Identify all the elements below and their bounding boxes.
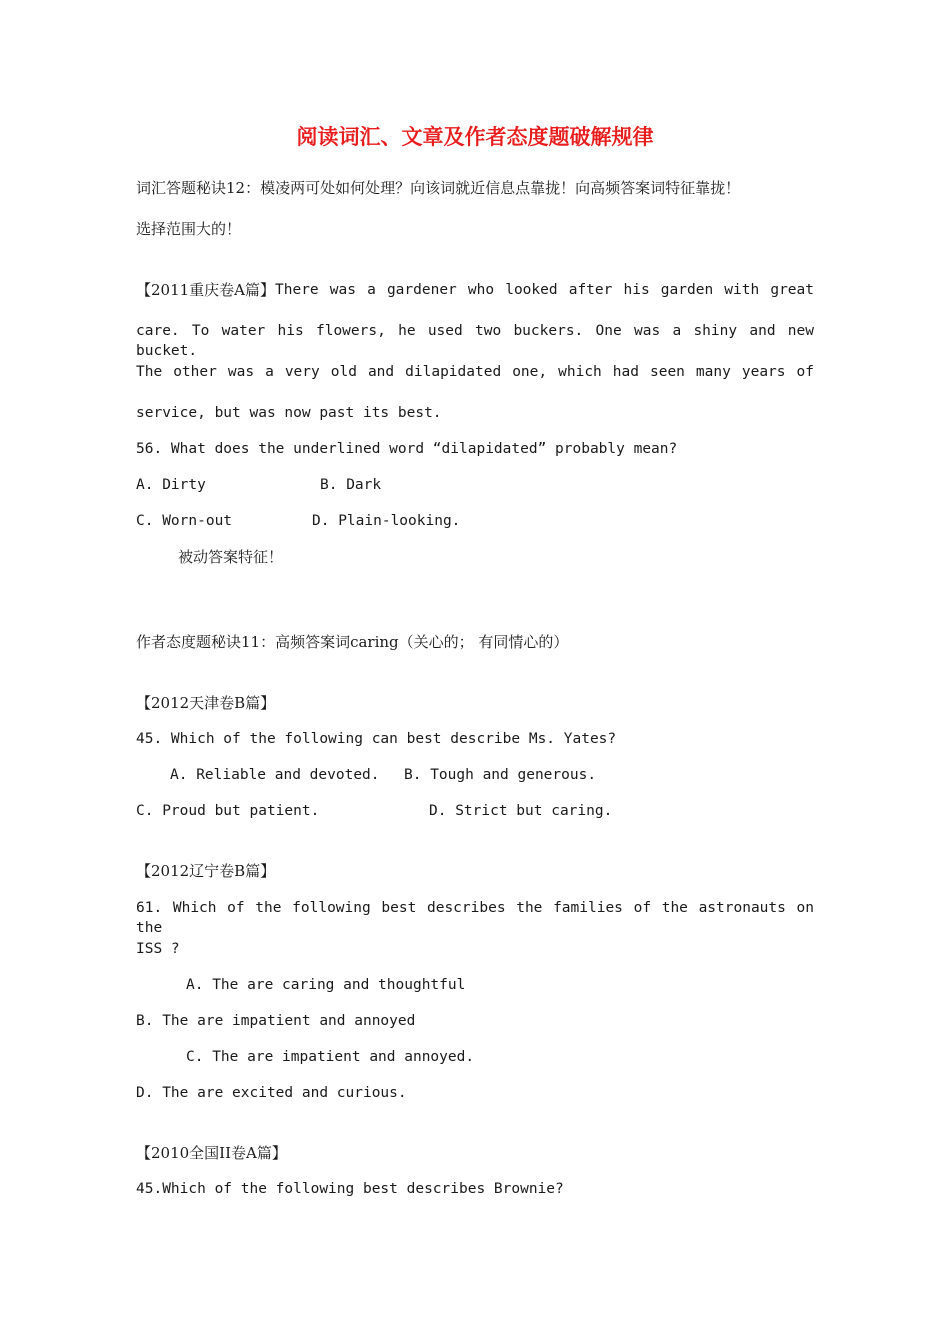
q56-passage-row1 — [136, 280, 814, 300]
q61-liaoning-option-d: D. The are excited and curious. — [136, 1085, 407, 1101]
q61-liaoning-source-tag: 【2012辽宁卷B篇】 — [136, 862, 276, 880]
q45-tianjin-option-d: D. Strict but caring. — [429, 803, 613, 819]
page-title: 阅读词汇、文章及作者态度题破解规律 — [296, 125, 654, 149]
q56-note: 被动答案特征！ — [178, 548, 284, 566]
q45-tianjin-option-c: C. Proud but patient. — [136, 803, 320, 819]
q45-tianjin-option-b: B. Tough and generous. — [404, 767, 597, 783]
q56-option-b: B. Dark — [320, 477, 382, 493]
q56-option-c: C. Worn-out — [136, 513, 233, 529]
q45-tianjin-option-a: A. Reliable and devoted. — [170, 767, 380, 783]
q56-passage-line3: The other was a very old and dilapidated one, which had seen many years of — [136, 364, 814, 380]
q56-option-d: D. Plain-looking. — [312, 513, 461, 529]
q61-liaoning-option-b: B. The are impatient and annoyed — [136, 1013, 416, 1029]
q61-liaoning-question-line1: 61. Which of the following best describes the families of the astronauts on the — [136, 900, 814, 936]
attitude-tip: 作者态度题秘诀11：高频答案词caring（关心的； 有同情心的） — [136, 633, 569, 651]
vocab-tip-line2: 选择范围大的！ — [136, 220, 242, 238]
q45-national-question: 45.Which of the following best describes Brownie? — [136, 1181, 564, 1197]
q56-passage-line4: service, but was now past its best. — [136, 405, 442, 421]
q61-liaoning-question-line2: ISS ? — [136, 941, 180, 957]
q56-option-a: A. Dirty — [136, 477, 206, 493]
q45-tianjin-source-tag: 【2012天津卷B篇】 — [136, 694, 276, 712]
q56-question: 56. What does the underlined word “dilapidated” probably mean? — [136, 441, 678, 457]
vocab-tip-line1: 词汇答题秘诀12：模凌两可处如何处理？向该词就近信息点靠拢！向高频答案词特征靠拢！ — [136, 179, 741, 197]
q56-source-tag: 【2011重庆卷A篇】 — [136, 281, 276, 299]
q61-liaoning-option-a: A. The are caring and thoughtful — [186, 977, 466, 993]
q45-tianjin-question: 45. Which of the following can best describe Ms. Yates? — [136, 731, 617, 747]
q56-passage-line1: There was a gardener who looked after his garden with great — [275, 282, 814, 298]
q56-passage-line2: care. To water his flowers, he used two buckers. One was a shiny and new bucket. — [136, 323, 814, 359]
q45-national-source-tag: 【2010全国II卷A篇】 — [136, 1144, 287, 1162]
q61-liaoning-option-c: C. The are impatient and annoyed. — [186, 1049, 475, 1065]
